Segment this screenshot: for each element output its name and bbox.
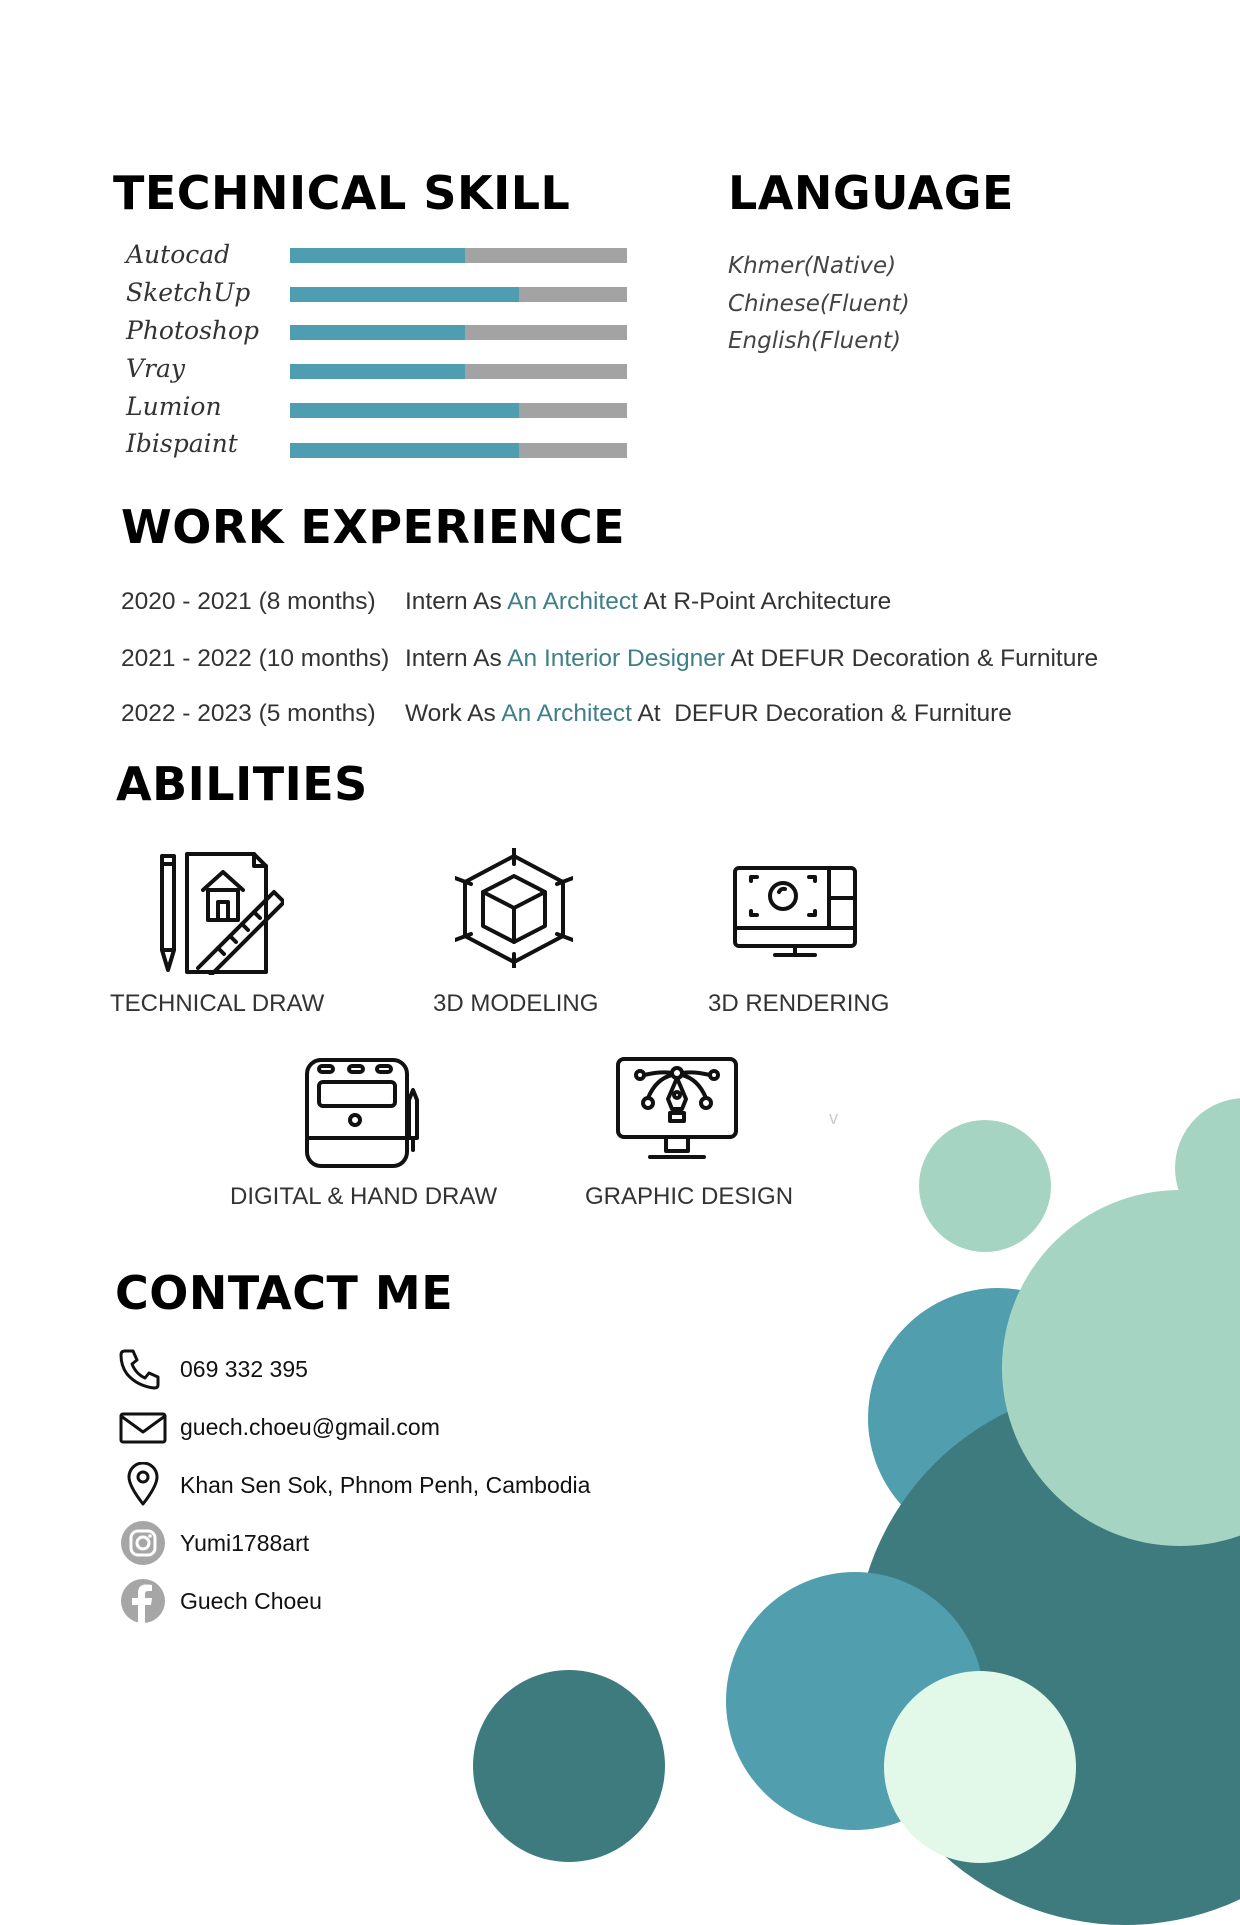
skill-label: Autocad — [126, 240, 231, 269]
work-prefix: Intern As — [405, 645, 502, 672]
language-item: Khmer(Native) — [728, 253, 897, 279]
work-company: At DEFUR Decoration & Furniture — [637, 700, 1012, 727]
work-company: At R-Point Architecture — [643, 588, 892, 615]
drawing-tablet-icon — [305, 1058, 425, 1170]
language-heading: LANGUAGE — [728, 166, 1014, 220]
skill-label: Lumion — [126, 392, 222, 421]
language-item: English(Fluent) — [728, 328, 901, 354]
contact-email[interactable]: guech.choeu@gmail.com — [180, 1414, 440, 1440]
pen-tool-monitor-icon — [616, 1057, 738, 1161]
abilities-heading: ABILITIES — [116, 757, 368, 811]
ability-label: GRAPHIC DESIGN — [585, 1183, 794, 1210]
skill-bar — [290, 248, 627, 263]
cube-3d-icon — [455, 848, 573, 968]
instagram-icon — [120, 1520, 166, 1566]
contact-heading: CONTACT ME — [115, 1266, 454, 1320]
deco-circle — [884, 1671, 1076, 1863]
work-role: An Architect — [507, 588, 638, 615]
skill-label: SketchUp — [126, 278, 251, 307]
skill-bar — [290, 325, 627, 340]
ability-label: DIGITAL & HAND DRAW — [230, 1183, 498, 1210]
ability-label: 3D MODELING — [433, 990, 599, 1017]
skill-bar-fill — [290, 403, 519, 418]
deco-circle — [473, 1670, 665, 1862]
work-role: An Architect — [501, 700, 632, 727]
work-description — [405, 588, 891, 616]
work-prefix: Work As — [405, 700, 496, 727]
contact-instagram[interactable]: Yumi1788art — [180, 1530, 310, 1556]
phone-icon — [119, 1348, 161, 1390]
contact-facebook[interactable]: Guech Choeu — [180, 1588, 322, 1614]
skill-bar-fill — [290, 287, 519, 302]
monitor-render-icon — [733, 865, 857, 957]
work-period: 2021 - 2022 (10 months) — [121, 645, 390, 672]
work-description — [405, 645, 1098, 673]
mail-icon — [119, 1412, 167, 1444]
skill-bar — [290, 443, 627, 458]
stray-mark: v — [829, 1108, 838, 1128]
contact-phone[interactable]: 069 332 395 — [180, 1356, 308, 1382]
skill-bar — [290, 364, 627, 379]
contact-address: Khan Sen Sok, Phnom Penh, Cambodia — [180, 1472, 591, 1498]
work-period: 2020 - 2021 (8 months) — [121, 588, 376, 615]
work-company: At DEFUR Decoration & Furniture — [730, 645, 1099, 672]
technical-skill-heading: TECHNICAL SKILL — [113, 166, 571, 220]
deco-circle — [919, 1120, 1051, 1252]
skill-bar-fill — [290, 325, 465, 340]
facebook-icon — [120, 1578, 166, 1624]
skill-bar-fill — [290, 443, 519, 458]
location-pin-icon — [127, 1462, 159, 1506]
language-item: Chinese(Fluent) — [728, 291, 910, 317]
technical-drawing-icon — [158, 850, 284, 975]
skill-label: Ibispaint — [126, 429, 238, 458]
ability-label: TECHNICAL DRAW — [110, 990, 325, 1017]
work-experience-heading: WORK EXPERIENCE — [121, 500, 626, 554]
skill-bar — [290, 403, 627, 418]
skill-label: Vray — [126, 354, 186, 383]
work-description — [405, 700, 1012, 728]
skill-bar — [290, 287, 627, 302]
skill-label: Photoshop — [126, 316, 260, 345]
skill-bar-fill — [290, 248, 465, 263]
work-role: An Interior Designer — [507, 645, 726, 672]
work-period: 2022 - 2023 (5 months) — [121, 700, 376, 727]
work-prefix: Intern As — [405, 588, 502, 615]
skill-bar-fill — [290, 364, 465, 379]
ability-label: 3D RENDERING — [708, 990, 890, 1017]
